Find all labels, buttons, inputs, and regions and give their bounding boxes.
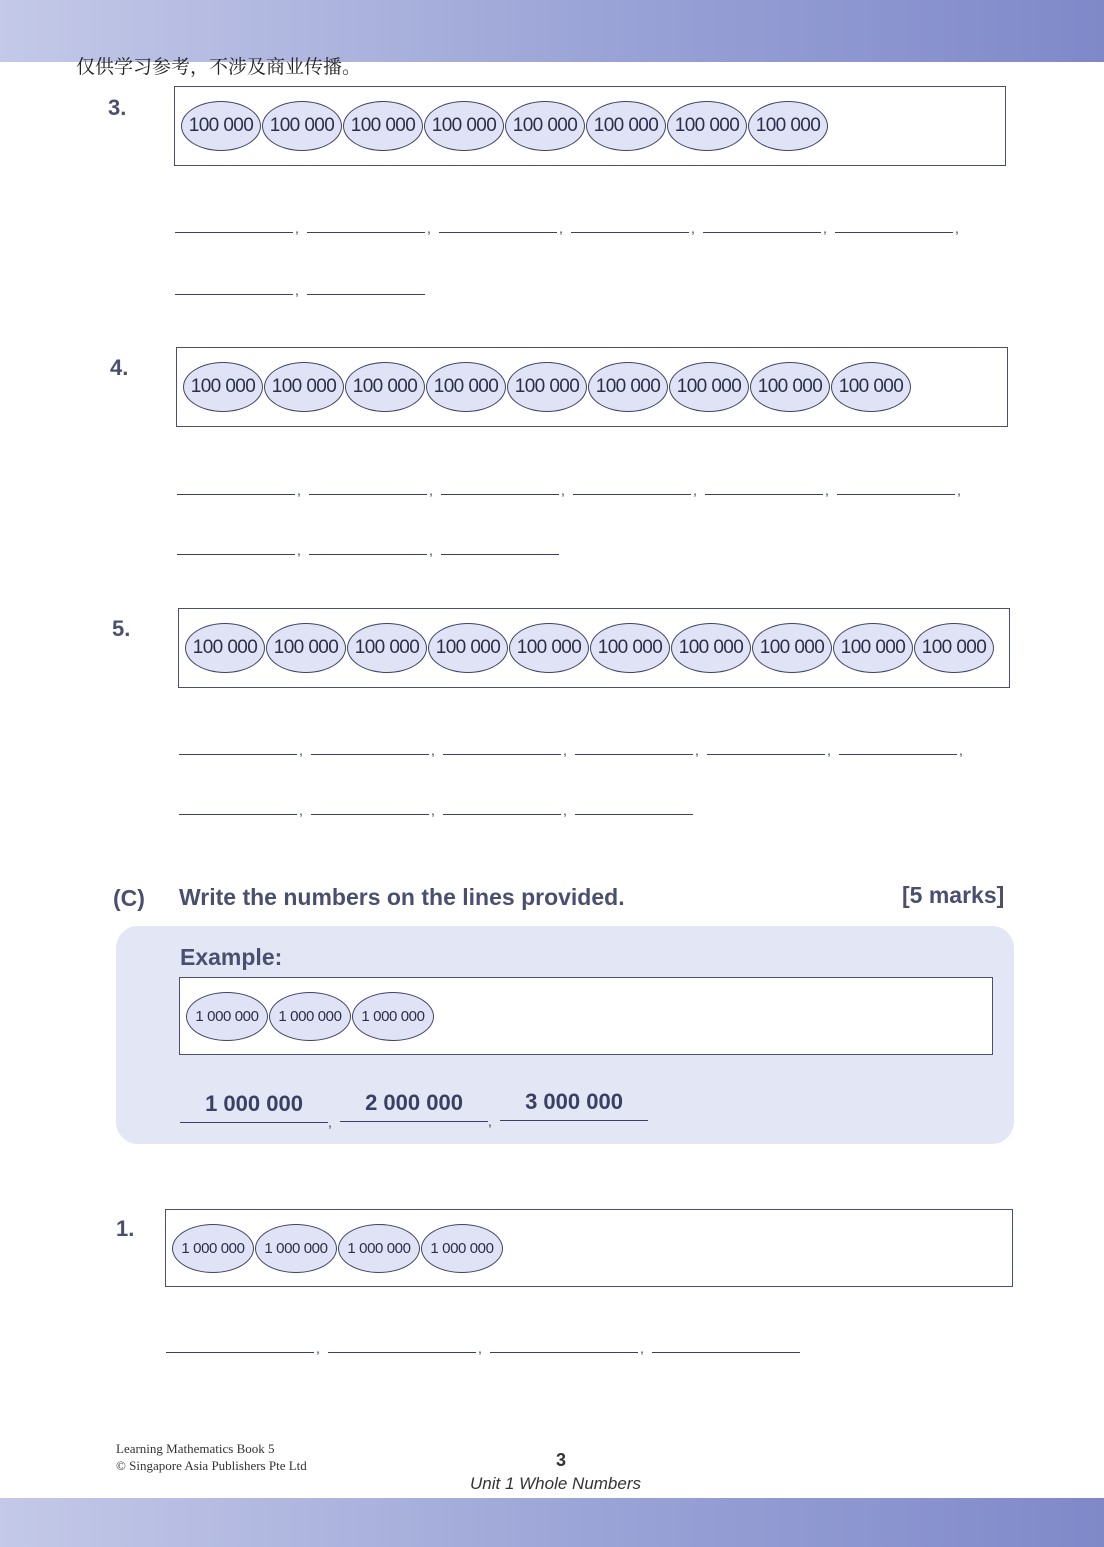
- question-number: 1.: [116, 1216, 135, 1241]
- comma: ,: [640, 1340, 644, 1356]
- watermark-text: 仅供学习参考，不涉及商业传播。: [76, 56, 362, 78]
- coin-row: [185, 623, 994, 673]
- answer-blank-line[interactable]: [166, 1326, 314, 1353]
- answer-blank-line[interactable]: [573, 468, 691, 495]
- comma: ,: [559, 220, 563, 236]
- example-coin-box: [179, 977, 993, 1055]
- marks-label: [5 marks]: [902, 882, 1005, 908]
- comma: ,: [297, 542, 301, 558]
- answer-blank-line[interactable]: [441, 468, 559, 495]
- answer-blank-line[interactable]: [175, 268, 293, 295]
- publisher: © Singapore Asia Publishers Pte Ltd: [116, 1458, 307, 1473]
- answer-blank-line[interactable]: [311, 728, 429, 755]
- answer-blank-line[interactable]: [652, 1326, 800, 1353]
- comma: ,: [295, 220, 299, 236]
- comma: ,: [955, 220, 959, 236]
- coin-box: [176, 347, 1008, 427]
- answer-blank-line[interactable]: [835, 206, 953, 233]
- section-instruction: Write the numbers on the lines provided.: [179, 884, 625, 910]
- answer-blank-line[interactable]: [309, 468, 427, 495]
- value-coin: 100 000: [347, 623, 427, 673]
- footer-credits: [116, 1440, 307, 1474]
- comma: ,: [823, 220, 827, 236]
- answer-blank-line[interactable]: [307, 206, 425, 233]
- answer-blank-line[interactable]: [707, 728, 825, 755]
- comma: ,: [316, 1340, 320, 1356]
- question-number: 5.: [112, 616, 131, 641]
- value-coin: 100 000: [428, 623, 508, 673]
- value-coin: 100 000: [833, 623, 913, 673]
- value-coin: 100 000: [266, 623, 346, 673]
- comma: ,: [427, 220, 431, 236]
- comma: ,: [429, 542, 433, 558]
- answer-blank-line[interactable]: [703, 206, 821, 233]
- answer-blank-line[interactable]: [490, 1326, 638, 1353]
- comma: ,: [563, 802, 567, 818]
- value-coin: 1 000 000: [352, 992, 434, 1041]
- answer-lines-row: [166, 1326, 800, 1356]
- comma: ,: [429, 482, 433, 498]
- comma: ,: [693, 482, 697, 498]
- coin-box: [174, 86, 1006, 166]
- example-panel: [116, 926, 1014, 1144]
- answer-blank-line[interactable]: [575, 728, 693, 755]
- answer-blank-line[interactable]: [439, 206, 557, 233]
- answer-lines-row: [177, 468, 969, 498]
- value-coin: 1 000 000: [255, 1224, 337, 1273]
- comma: ,: [295, 282, 299, 298]
- coin-row: [186, 992, 434, 1041]
- answer-lines-row: [179, 728, 971, 758]
- answer-blank-line[interactable]: [575, 788, 693, 815]
- example-answer: 1 000 000: [180, 1088, 328, 1123]
- value-coin: 100 000: [831, 362, 911, 412]
- bottom-decorative-band: [0, 1498, 1104, 1547]
- answer-blank-line[interactable]: [443, 788, 561, 815]
- question-number: 3.: [108, 95, 127, 120]
- value-coin: 100 000: [669, 362, 749, 412]
- value-coin: 100 000: [426, 362, 506, 412]
- answer-lines-row: [177, 528, 559, 558]
- coin-box: [165, 1209, 1013, 1287]
- value-coin: 100 000: [264, 362, 344, 412]
- answer-blank-line[interactable]: [443, 728, 561, 755]
- value-coin: 100 000: [509, 623, 589, 673]
- comma: ,: [691, 220, 695, 236]
- example-answer: 2 000 000: [340, 1087, 488, 1122]
- value-coin: 100 000: [262, 101, 342, 151]
- value-coin: 100 000: [424, 101, 504, 151]
- value-coin: 100 000: [505, 101, 585, 151]
- coin-row: [181, 101, 828, 151]
- value-coin: 100 000: [586, 101, 666, 151]
- value-coin: 1 000 000: [172, 1224, 254, 1273]
- value-coin: 100 000: [507, 362, 587, 412]
- comma: ,: [488, 1113, 492, 1129]
- question-number: 4.: [110, 355, 129, 380]
- answer-blank-line[interactable]: [839, 728, 957, 755]
- value-coin: 100 000: [588, 362, 668, 412]
- answer-blank-line[interactable]: [175, 206, 293, 233]
- value-coin: 100 000: [345, 362, 425, 412]
- comma: ,: [431, 802, 435, 818]
- page-number: 3: [556, 1450, 567, 1470]
- value-coin: 1 000 000: [338, 1224, 420, 1273]
- value-coin: 100 000: [752, 623, 832, 673]
- value-coin: 1 000 000: [186, 992, 268, 1041]
- comma: ,: [825, 482, 829, 498]
- comma: ,: [299, 802, 303, 818]
- value-coin: 100 000: [748, 101, 828, 151]
- coin-row: [172, 1224, 503, 1273]
- answer-blank-line[interactable]: [177, 468, 295, 495]
- answer-blank-line[interactable]: [179, 728, 297, 755]
- answer-lines-row: [175, 268, 425, 298]
- comma: ,: [563, 742, 567, 758]
- comma: ,: [297, 482, 301, 498]
- value-coin: 100 000: [181, 101, 261, 151]
- comma: ,: [431, 742, 435, 758]
- comma: ,: [328, 1114, 332, 1130]
- value-coin: 100 000: [343, 101, 423, 151]
- answer-blank-line[interactable]: [441, 528, 559, 555]
- comma: ,: [959, 742, 963, 758]
- answer-blank-line[interactable]: [571, 206, 689, 233]
- value-coin: 100 000: [671, 623, 751, 673]
- value-coin: 100 000: [185, 623, 265, 673]
- answer-blank-line[interactable]: [328, 1326, 476, 1353]
- answer-blank-line[interactable]: [837, 468, 955, 495]
- value-coin: 100 000: [183, 362, 263, 412]
- comma: ,: [695, 742, 699, 758]
- coin-row: [183, 362, 911, 412]
- example-answer: 3 000 000: [500, 1086, 648, 1121]
- comma: ,: [827, 742, 831, 758]
- answer-lines-row: [175, 206, 967, 236]
- value-coin: 1 000 000: [269, 992, 351, 1041]
- answer-blank-line[interactable]: [177, 528, 295, 555]
- answer-lines-row: [179, 788, 693, 818]
- unit-label: Unit 1 Whole Numbers: [470, 1474, 642, 1493]
- answer-blank-line[interactable]: [705, 468, 823, 495]
- answer-blank-line[interactable]: [309, 528, 427, 555]
- coin-box: [178, 608, 1010, 688]
- value-coin: 100 000: [667, 101, 747, 151]
- section-label: (C): [113, 885, 145, 911]
- comma: ,: [957, 482, 961, 498]
- comma: ,: [561, 482, 565, 498]
- answer-blank-line[interactable]: [179, 788, 297, 815]
- book-title: Learning Mathematics Book 5: [116, 1441, 275, 1456]
- comma: ,: [299, 742, 303, 758]
- comma: ,: [478, 1340, 482, 1356]
- value-coin: 100 000: [914, 623, 994, 673]
- answer-blank-line[interactable]: [311, 788, 429, 815]
- example-title: Example:: [180, 944, 283, 970]
- value-coin: 1 000 000: [421, 1224, 503, 1273]
- value-coin: 100 000: [590, 623, 670, 673]
- answer-blank-line[interactable]: [307, 268, 425, 295]
- value-coin: 100 000: [750, 362, 830, 412]
